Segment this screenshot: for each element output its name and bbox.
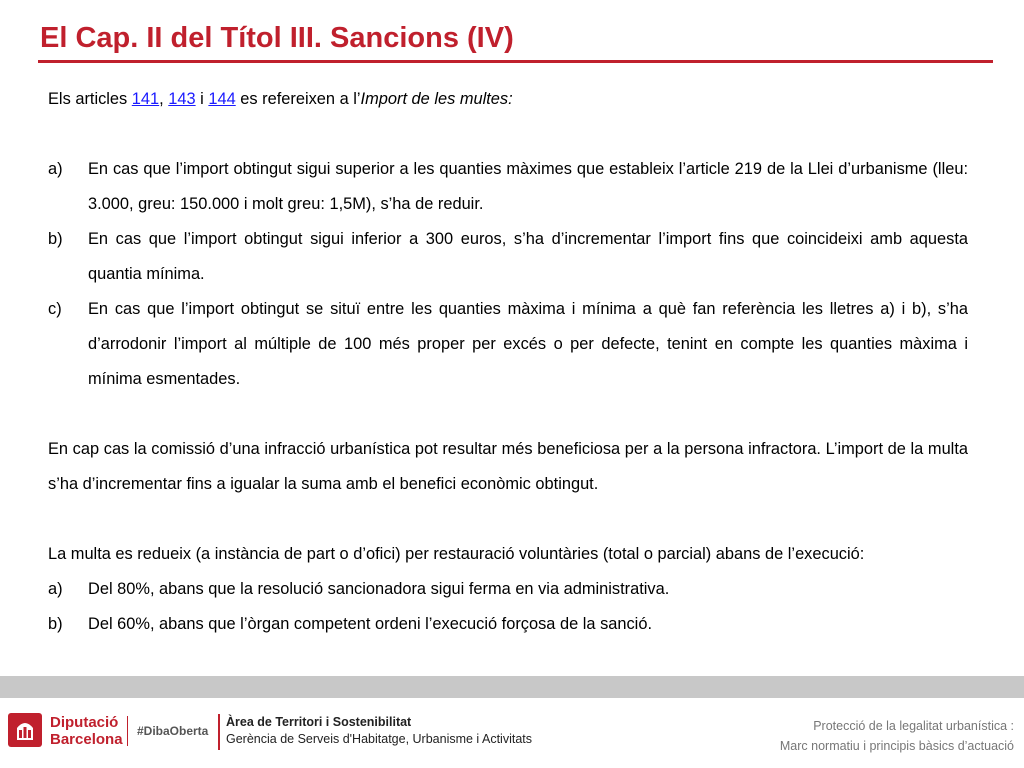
footer (0, 698, 1024, 768)
paragraph-reduction: La multa es redueix (a instància de part o d’ofici) per restauració voluntàries (total o parcial) abans de l’execució: (48, 545, 865, 563)
list-item (48, 607, 968, 642)
paragraph-benefit: En cap cas la comissió d’una infracció urbanística pot resultar més beneficiosa per a la persona infractora. L’import de la multa s’ha d’incrementar fins a igualar la suma amb el benefici econòmic obtingut. (48, 440, 968, 493)
presentation-title-line2: Marc normatiu i principis bàsics d’actuació (779, 739, 1014, 753)
page-title: El Cap. II del Títol III. Sancions (IV) (40, 22, 514, 54)
list-text: Del 60%, abans que l’òrgan competent ordeni l’execució forçosa de la sanció. (88, 615, 652, 633)
article-143-link[interactable]: 143 (168, 90, 196, 108)
area-info (226, 714, 532, 748)
list-item (48, 292, 968, 397)
footer-separator (127, 716, 128, 746)
footer-band (0, 676, 1024, 698)
list-text: En cas que l’import obtingut sigui inferior a 300 euros, s’ha d’incrementar l’import fins que coincideixi amb aquesta quantia mínima. (88, 230, 968, 283)
area-title: Àrea de Territori i Sostenibilitat (226, 715, 412, 729)
list-marker: a) (48, 580, 63, 598)
area-subtitle: Gerència de Serveis d'Habitatge, Urbanisme i Activitats (226, 732, 532, 746)
diputacio-logo-icon (8, 713, 42, 747)
list-text: Del 80%, abans que la resolució sancionadora sigui ferma en via administrativa. (88, 580, 670, 598)
list-item (48, 572, 968, 607)
title-divider (38, 60, 993, 63)
spacer (48, 117, 968, 152)
list-text: En cas que l’import obtingut sigui superior a les quanties màximes que estableix l’article 219 de la Llei d’urbanisme (lleu: 3.000, greu: 150.000 i molt greu: 1,5M), s’ha de reduir. (88, 160, 968, 213)
presentation-title-line1: Protecció de la legalitat urbanística : (813, 719, 1014, 733)
hashtag: #DibaOberta (137, 724, 209, 738)
diputacio-logo-text (50, 714, 123, 748)
spacer (48, 502, 968, 537)
intro-sep1: , (159, 90, 169, 108)
logo-line1: Diputació (50, 714, 119, 731)
list-marker: b) (48, 615, 63, 633)
list-item (48, 222, 968, 292)
article-144-link[interactable]: 144 (208, 90, 236, 108)
intro-italic: Import de les multes: (360, 90, 513, 108)
list-marker: b) (48, 230, 63, 248)
spacer (48, 397, 968, 432)
list-marker: a) (48, 160, 63, 178)
logo-line2: Barcelona (50, 731, 123, 748)
presentation-title (780, 716, 1014, 756)
footer-separator (218, 714, 220, 750)
intro-prefix: Els articles (48, 90, 132, 108)
list-item (48, 152, 968, 222)
intro-middle: es refereixen a l’ (235, 90, 361, 108)
intro-sep2: i (195, 90, 209, 108)
article-141-link[interactable]: 141 (131, 90, 160, 108)
list-marker: c) (48, 300, 62, 318)
slide-content (48, 82, 968, 642)
intro-paragraph (48, 82, 968, 117)
list-text: En cas que l’import obtingut se situï entre les quanties màxima i mínima a què fan referència les lletres a) i b), s’ha d’arrodonir l’import al múltiple de 100 més proper per excés o per defecte, tenint en compte les quanties màxima i mínima esmentades. (88, 300, 968, 388)
